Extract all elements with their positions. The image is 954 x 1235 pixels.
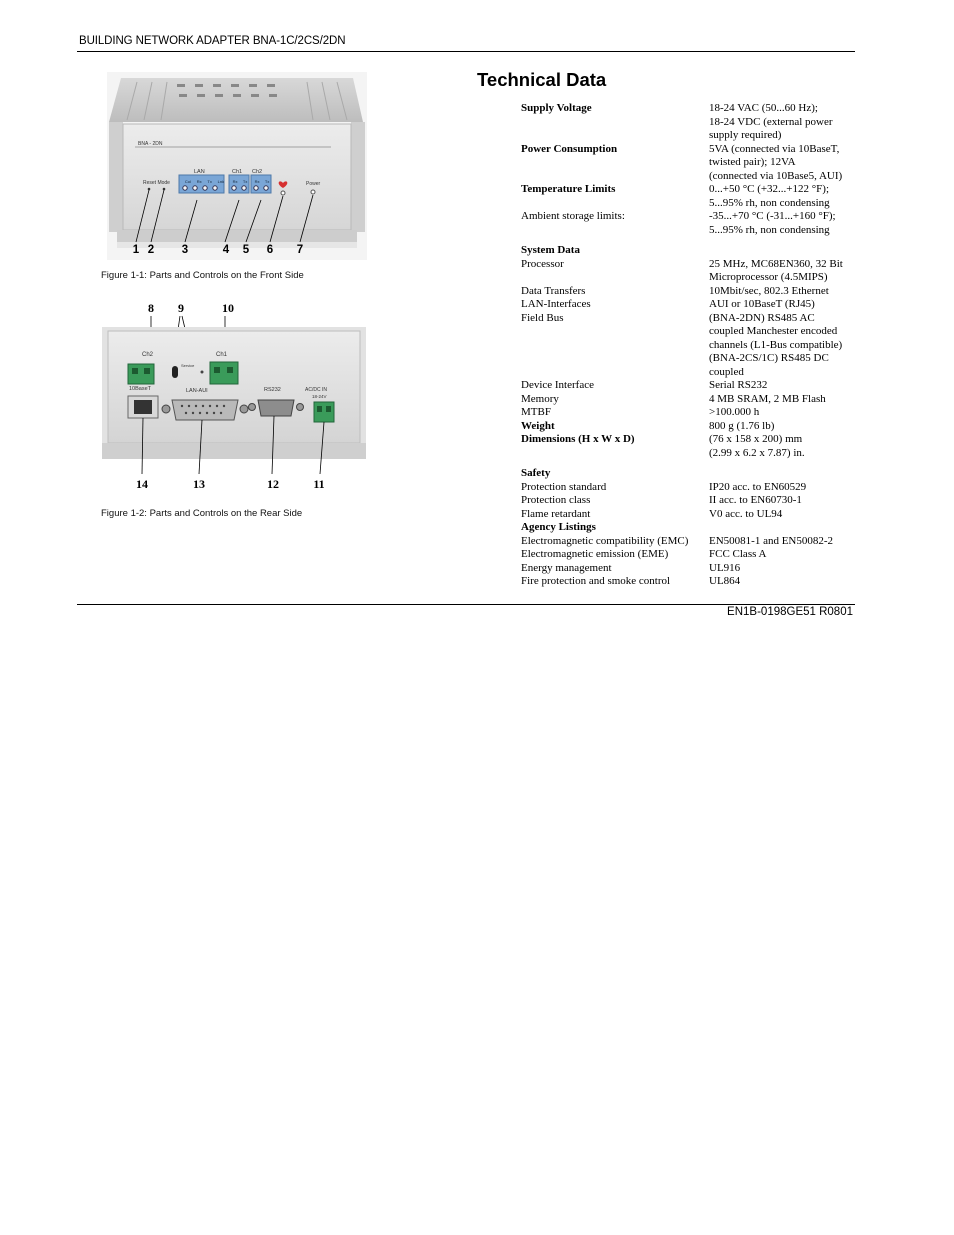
rs232-label: RS232 bbox=[264, 387, 281, 393]
spec-label: Memory bbox=[521, 392, 559, 405]
spec-value-line: twisted pair); 12VA bbox=[709, 156, 796, 168]
spec-value bbox=[709, 406, 856, 420]
callout-2: 2 bbox=[147, 244, 155, 256]
spec-row bbox=[521, 481, 856, 495]
spec-row bbox=[521, 562, 856, 576]
spec-row bbox=[521, 548, 856, 562]
spec-row bbox=[521, 393, 856, 407]
spec-value-line: Microprocessor (4.5MIPS) bbox=[709, 271, 828, 283]
spec-value-line: 4 MB SRAM, 2 MB Flash bbox=[709, 392, 826, 405]
spec-row bbox=[521, 258, 856, 285]
spec-label: Field Bus bbox=[521, 311, 564, 324]
spec-row bbox=[521, 143, 856, 184]
lan-aui-label: LAN-AUI bbox=[186, 388, 208, 394]
callout-4: 4 bbox=[222, 244, 230, 256]
spec-value-line: IP20 acc. to EN60529 bbox=[709, 480, 807, 493]
spec-value-line: channels (L1-Bus compatible) bbox=[709, 338, 843, 351]
spec-label: Protection class bbox=[521, 494, 591, 506]
spec-value bbox=[709, 433, 856, 460]
spec-row bbox=[521, 508, 856, 522]
spec-value-line: (2.99 x 6.2 x 7.87) in. bbox=[709, 446, 805, 459]
spec-value bbox=[709, 521, 856, 535]
spec-label: Weight bbox=[521, 419, 555, 432]
baset-label: 10BaseT bbox=[129, 386, 152, 392]
spec-value bbox=[709, 548, 856, 562]
lan-terminal-rx: Rx bbox=[196, 179, 202, 184]
rear-side-photo bbox=[102, 314, 366, 484]
spec-value bbox=[709, 298, 856, 312]
ch1-label: Ch1 bbox=[232, 169, 243, 175]
reset-mode-label: Reset Mode bbox=[143, 180, 170, 186]
acdc-label: AC/DC IN bbox=[305, 387, 327, 393]
callout-9: 9 bbox=[178, 301, 184, 315]
technical-data-title: Technical Data bbox=[477, 69, 607, 90]
spec-label: Supply Voltage bbox=[521, 102, 592, 114]
callout-6: 6 bbox=[266, 244, 274, 256]
spec-section-heading bbox=[521, 460, 856, 481]
footer-rule bbox=[77, 604, 855, 605]
page-header-title: BUILDING NETWORK ADAPTER BNA-1C/2CS/2DN bbox=[79, 35, 346, 47]
lan-label: LAN bbox=[194, 169, 205, 175]
callout-13: 13 bbox=[193, 477, 205, 491]
ch1-terminal-labels bbox=[230, 179, 250, 184]
spec-value bbox=[709, 420, 856, 434]
spec-value-line: >100.000 h bbox=[709, 406, 760, 418]
spec-value-line: Serial RS232 bbox=[709, 379, 768, 391]
spec-row bbox=[521, 183, 856, 210]
spec-value-line: coupled Manchester encoded bbox=[709, 325, 838, 337]
callout-1: 1 bbox=[132, 244, 140, 256]
spec-value bbox=[709, 535, 856, 549]
figure-1-caption: Figure 1-1: Parts and Controls on the Front Side bbox=[101, 270, 304, 281]
ch2-terminal-tx: Tx bbox=[264, 179, 270, 184]
spec-heading-label: Safety bbox=[521, 467, 551, 479]
spec-value-line: AUI or 10BaseT (RJ45) bbox=[709, 298, 815, 310]
callout-7: 7 bbox=[296, 244, 304, 256]
spec-label: Processor bbox=[521, 257, 564, 270]
figure-2-caption: Figure 1-2: Parts and Controls on the Rear Side bbox=[101, 508, 303, 519]
power-label: Power bbox=[306, 181, 321, 187]
spec-value bbox=[709, 481, 856, 495]
lan-terminal-labels bbox=[182, 179, 227, 184]
callout-12: 12 bbox=[267, 477, 279, 491]
ch2-label: Ch2 bbox=[252, 169, 263, 175]
spec-value bbox=[709, 183, 856, 210]
ch2-terminal-rx: Rx bbox=[254, 179, 260, 184]
ch1-terminal-tx: Tx bbox=[242, 179, 248, 184]
spec-value bbox=[709, 143, 856, 184]
lan-terminal-col: Col bbox=[184, 179, 191, 184]
spec-row bbox=[521, 433, 856, 460]
spec-value bbox=[709, 575, 856, 589]
spec-label: Power Consumption bbox=[521, 142, 618, 155]
callout-11: 11 bbox=[313, 477, 325, 491]
spec-label: MTBF bbox=[521, 406, 551, 418]
spec-label: Device Interface bbox=[521, 379, 594, 391]
spec-value bbox=[709, 258, 856, 285]
callout-5: 5 bbox=[242, 244, 250, 256]
spec-label: Electromagnetic compatibility (EMC) bbox=[521, 534, 689, 547]
spec-value bbox=[709, 393, 856, 407]
spec-value bbox=[709, 379, 856, 393]
spec-row bbox=[521, 521, 856, 535]
spec-value-line: UL916 bbox=[709, 561, 741, 574]
spec-value-line: 25 MHz, MC68EN360, 32 Bit bbox=[709, 257, 843, 270]
callout-3: 3 bbox=[181, 244, 189, 256]
spec-value bbox=[709, 237, 856, 258]
rear-ch1-label: Ch1 bbox=[216, 352, 228, 358]
document-code: EN1B-0198GE51 R0801 bbox=[727, 606, 853, 618]
spec-label: Dimensions (H x W x D) bbox=[521, 433, 635, 445]
spec-value-line: coupled bbox=[709, 365, 744, 378]
spec-label: Flame retardant bbox=[521, 507, 591, 520]
spec-value-line: (76 x 158 x 200) mm bbox=[709, 433, 803, 445]
front-side-photo bbox=[107, 72, 367, 260]
spec-section-heading bbox=[521, 237, 856, 258]
spec-label: Energy management bbox=[521, 561, 612, 574]
spec-value-line: FCC Class A bbox=[709, 548, 767, 560]
spec-value-line: 5...95% rh, non condensing bbox=[709, 223, 830, 236]
callout-10: 10 bbox=[222, 301, 234, 315]
spec-label: Agency Listings bbox=[521, 521, 596, 533]
header-rule bbox=[77, 51, 855, 52]
callout-14: 14 bbox=[136, 477, 148, 491]
spec-row bbox=[521, 102, 856, 143]
spec-value-line: 5...95% rh, non condensing bbox=[709, 196, 830, 209]
spec-value bbox=[709, 102, 856, 143]
spec-value-line: V0 acc. to UL94 bbox=[709, 507, 783, 520]
spec-value bbox=[709, 494, 856, 508]
spec-value bbox=[709, 285, 856, 299]
spec-value-line: 800 g (1.76 lb) bbox=[709, 419, 775, 432]
service-label: Service bbox=[181, 363, 195, 368]
spec-value-line: (BNA-2DN) RS485 AC bbox=[709, 311, 815, 324]
spec-value-line: supply required) bbox=[709, 129, 782, 141]
spec-value-line: 5VA (connected via 10BaseT, bbox=[709, 142, 840, 155]
spec-row bbox=[521, 210, 856, 237]
spec-value-line: II acc. to EN60730-1 bbox=[709, 494, 802, 506]
spec-value-line: EN50081-1 and EN50082-2 bbox=[709, 534, 834, 547]
spec-label: Protection standard bbox=[521, 480, 607, 493]
spec-value-line: 0...+50 °C (+32...+122 °F); bbox=[709, 183, 829, 195]
spec-value bbox=[709, 312, 856, 380]
spec-label: Fire protection and smoke control bbox=[521, 575, 671, 587]
spec-value bbox=[709, 508, 856, 522]
spec-value-line: -35...+70 °C (-31...+160 °F); bbox=[709, 210, 836, 222]
spec-row bbox=[521, 494, 856, 508]
spec-row bbox=[521, 406, 856, 420]
ch2-terminal-labels bbox=[252, 179, 272, 184]
acdc-voltage-label: 18-24V bbox=[312, 394, 327, 399]
technical-data-table bbox=[521, 102, 856, 589]
spec-row bbox=[521, 575, 856, 589]
spec-row bbox=[521, 535, 856, 549]
spec-value-line: 18-24 VAC (50...60 Hz); bbox=[709, 102, 818, 114]
rear-ch2-label: Ch2 bbox=[142, 352, 154, 358]
spec-label: Data Transfers bbox=[521, 284, 586, 297]
spec-value-line: (connected via 10Base5, AUI) bbox=[709, 169, 843, 182]
lan-terminal-tx: Tx bbox=[207, 179, 212, 184]
spec-value bbox=[709, 460, 856, 481]
spec-value-line: 18-24 VDC (external power bbox=[709, 115, 833, 128]
spec-value-line: (BNA-2CS/1C) RS485 DC bbox=[709, 352, 829, 364]
spec-value bbox=[709, 562, 856, 576]
callout-8: 8 bbox=[148, 301, 154, 315]
device-model-label: BNA - 2DN bbox=[138, 141, 163, 147]
spec-label: LAN-Interfaces bbox=[521, 298, 591, 310]
spec-heading-label: System Data bbox=[521, 244, 580, 256]
spec-row bbox=[521, 420, 856, 434]
spec-row bbox=[521, 379, 856, 393]
spec-value bbox=[709, 210, 856, 237]
spec-row bbox=[521, 312, 856, 380]
ch1-terminal-rx: Rx bbox=[232, 179, 238, 184]
spec-label: Electromagnetic emission (EME) bbox=[521, 548, 669, 560]
spec-row bbox=[521, 285, 856, 299]
spec-label: Ambient storage limits: bbox=[521, 210, 625, 222]
spec-label: Temperature Limits bbox=[521, 183, 616, 195]
spec-value-line: 10Mbit/sec, 802.3 Ethernet bbox=[709, 284, 829, 297]
lan-terminal-lnk: Lnk bbox=[217, 179, 225, 184]
spec-value-line: UL864 bbox=[709, 575, 741, 587]
spec-row bbox=[521, 298, 856, 312]
